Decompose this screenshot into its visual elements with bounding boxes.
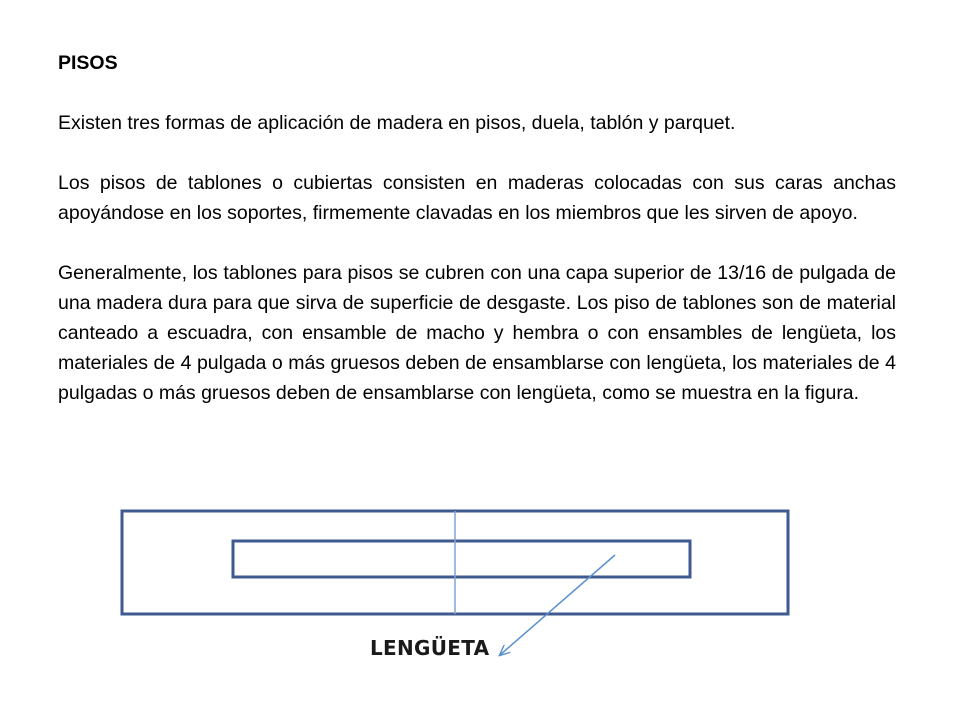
label-arrow <box>500 555 615 655</box>
tongue-outline <box>233 541 690 577</box>
paragraph-tablones: Los pisos de tablones o cubiertas consisten en maderas colocadas con sus caras anchas apoyándose en los soportes, firmemente clavadas en los miembros que les sirven de apoyo. <box>58 172 896 224</box>
paragraph-intro: Existen tres formas de aplicación de madera en pisos, duela, tablón y parquet. <box>58 112 736 134</box>
paragraph-generalmente: Generalmente, los tablones para pisos se cubren con una capa superior de 13/16 de pulgada de una madera dura para que sirva de superficie de desgaste. Los piso de tablones son de material canteado a escuadra, con ensamble de macho y hembra o con ensambles de lengüeta, los materiales de 4 pulgada o más gruesos deben de ensamblarse con lengüeta, los materiales de 4 pulgadas o más gruesos deben de ensamblarse con lengüeta, como se muestra en la figura. <box>58 262 896 404</box>
figure-label: LENGÜETA <box>370 636 490 660</box>
page-title: PISOS <box>58 52 118 74</box>
